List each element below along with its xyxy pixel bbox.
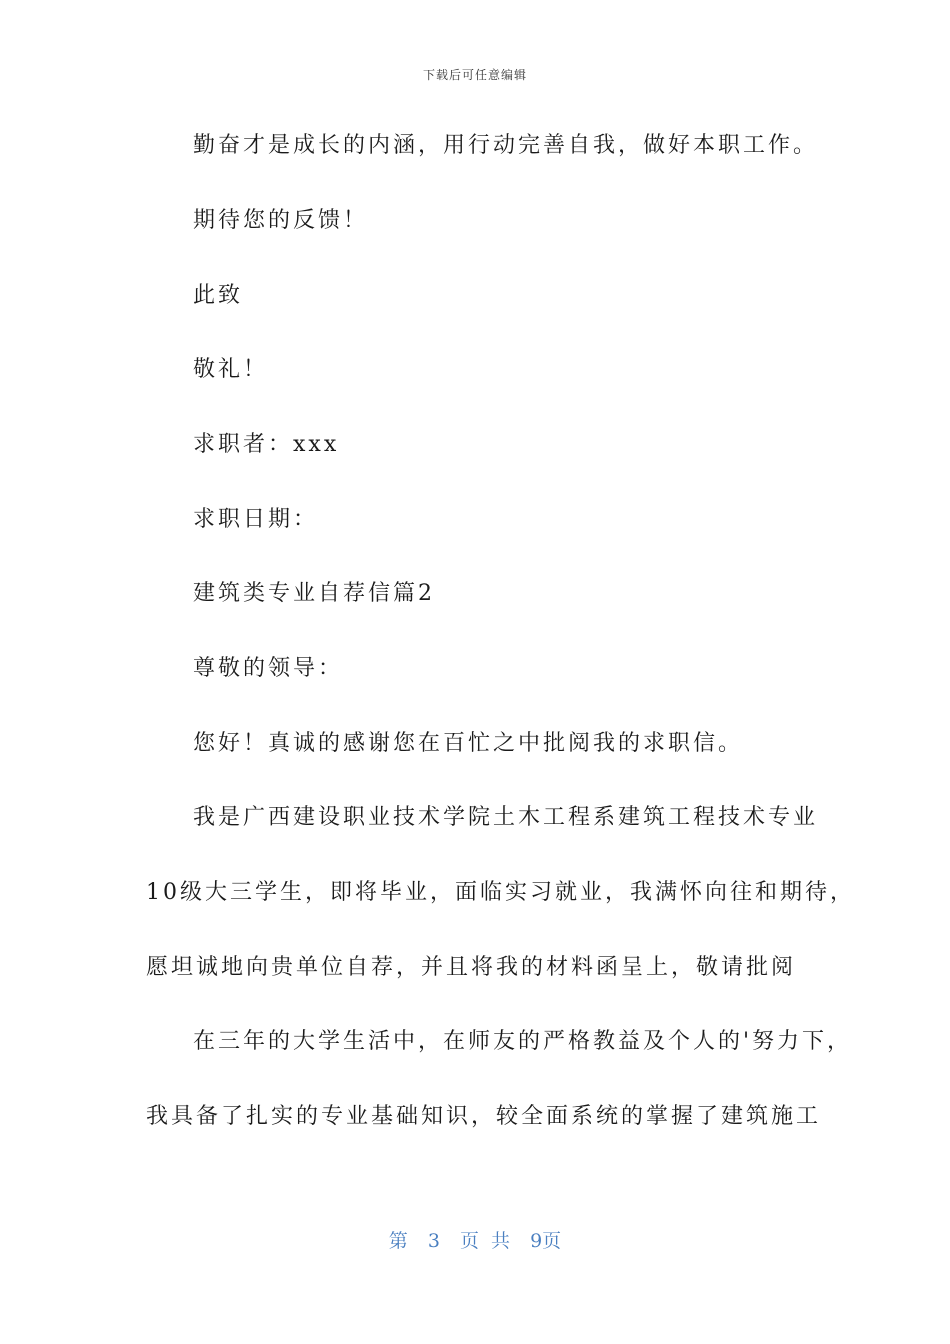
page-number-footer (0, 1226, 950, 1253)
paragraph-line: 愿坦诚地向贵单位自荐，并且将我的材料函呈上，敬请批阅 (146, 955, 797, 980)
salutation: 尊敬的领导： (193, 656, 344, 681)
paragraph-line: 您好！真诚的感谢您在百忙之中批阅我的求职信。 (193, 731, 744, 756)
paragraph-line: 我是广西建设职业技术学院土木工程系建筑工程技术专业 (193, 805, 819, 830)
current-page-number: 3 (427, 1230, 440, 1252)
page-label-prefix: 第 (388, 1230, 408, 1252)
paragraph-line: 求职者：xxx (193, 432, 340, 457)
header-note: 下载后可任意编辑 (422, 68, 527, 82)
paragraph-line: 勤奋才是成长的内涵，用行动完善自我，做好本职工作。 (193, 133, 819, 158)
section-heading: 建筑类专业自荐信篇2 (193, 581, 435, 606)
paragraph-line: 期待您的反馈！ (193, 208, 369, 233)
paragraph-line: 此致 (193, 283, 244, 308)
paragraph-line: 10级大三学生，即将毕业，面临实习就业，我满怀向往和期待， (146, 880, 855, 905)
paragraph-line: 敬礼！ (193, 357, 269, 382)
page-label-mid: 页 共 (460, 1230, 511, 1252)
paragraph-line: 我具备了扎实的专业基础知识，较全面系统的掌握了建筑施工 (146, 1104, 822, 1129)
paragraph-line: 求职日期： (193, 507, 319, 532)
total-pages: 9页 (530, 1230, 562, 1252)
paragraph-line: 在三年的大学生活中，在师友的严格教益及个人的'努力下， (193, 1029, 853, 1054)
